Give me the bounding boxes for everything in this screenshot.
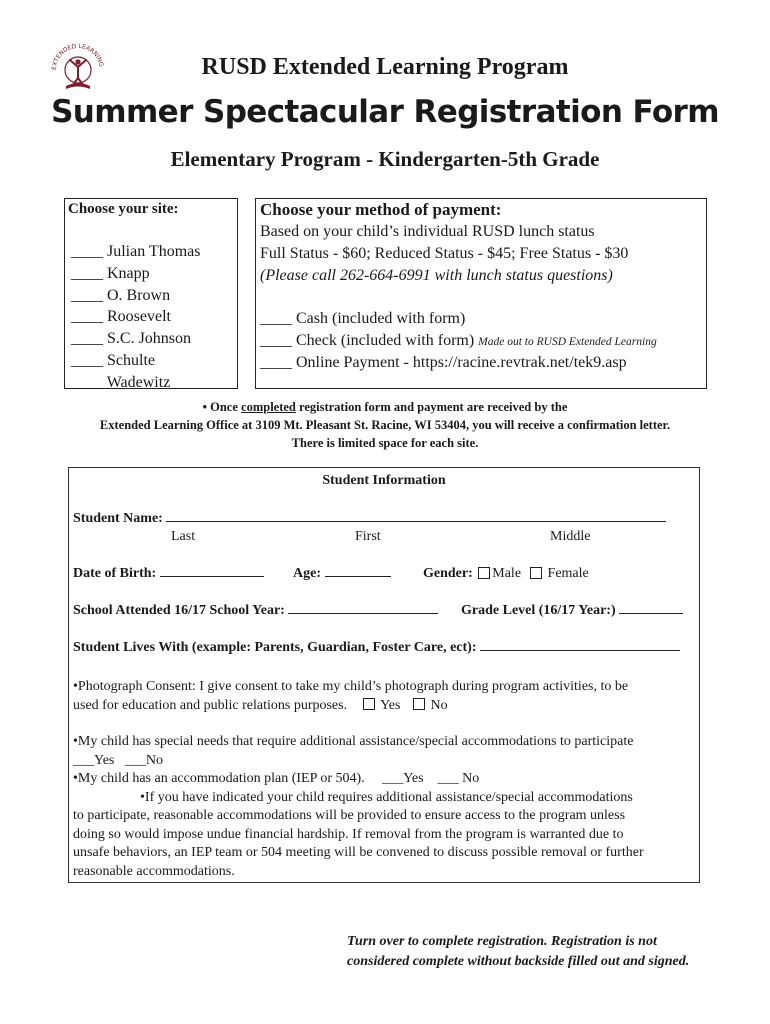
photo-yes-label: Yes [380, 697, 401, 713]
payment-phone-note: (Please call 262-664-6991 with lunch status questions) [260, 267, 613, 284]
age-label: Age: [293, 566, 321, 581]
payment-blank[interactable]: ____ [260, 310, 292, 327]
gender-label: Gender: [423, 566, 473, 581]
site-blank[interactable]: ____ [71, 243, 103, 260]
notice-post: registration form and payment are received by the [295, 400, 568, 414]
grade-label: Grade Level (16/17 Year:) [461, 603, 616, 618]
special-needs-options [73, 752, 693, 771]
notice-line-3: There is limited space for each site. [291, 436, 479, 450]
photo-no-checkbox[interactable] [413, 698, 425, 710]
student-name-field[interactable] [166, 520, 666, 522]
policy-line-5: reasonable accommodations. [73, 863, 235, 879]
policy-line-1: •If you have indicated your child requires additional assistance/special accommodations [140, 789, 633, 805]
lives-with-row [73, 640, 680, 656]
school-field[interactable] [288, 612, 438, 614]
payment-option-cash[interactable] [260, 310, 465, 328]
gender-male-checkbox[interactable] [478, 567, 490, 579]
site-blank[interactable]: ____ [71, 330, 103, 348]
special-needs [73, 733, 693, 881]
accommodation-yes[interactable]: ___Yes [382, 771, 424, 786]
payment-prices-line: Full Status - $60; Reduced Status - $45; Free Status - $30 [260, 245, 629, 262]
student-name-label: Student Name: [73, 511, 163, 526]
photo-consent-text: used for education and public relations purposes. [73, 697, 348, 713]
site-option-label: S.C. Johnson [107, 330, 192, 348]
payment-blank[interactable]: ____ [260, 332, 292, 349]
accommodation-plan [73, 770, 693, 789]
site-blank[interactable]: ____ [71, 351, 103, 369]
footer-line-1: Turn over to complete registration. Registration is not [347, 934, 657, 949]
gender-female-checkbox[interactable] [530, 567, 542, 579]
photo-consent [73, 678, 693, 715]
site-selection-box [64, 198, 238, 389]
accommodation-no[interactable]: ___ No [437, 771, 480, 786]
lives-with-field[interactable] [480, 649, 680, 651]
notice-line-2: Extended Learning Office at 3109 Mt. Pleasant St. Racine, WI 53404, you will receive a confirmation letter. [99, 418, 671, 432]
payment-option-online[interactable] [260, 354, 627, 372]
site-option-label: Knapp [107, 264, 150, 282]
payment-blank[interactable]: ____ [260, 354, 292, 371]
site-heading: Choose your site: [68, 201, 179, 217]
logo-arc-text: EXTENDED LEARNING [50, 42, 105, 71]
notice-emphasis: completed [241, 400, 296, 414]
policy-line-2: to participate, reasonable accommodations will be provided to ensure access to the program unless [73, 808, 626, 823]
site-option-label: Julian Thomas [107, 243, 201, 260]
photo-consent-line-2 [73, 697, 693, 716]
gender-row [423, 566, 589, 582]
photo-no-label: No [430, 697, 448, 713]
site-blank[interactable]: ____ [71, 264, 103, 282]
footer-note [347, 932, 689, 971]
payment-option-label: Online Payment - https://racine.revtrak.net/tek9.asp [296, 354, 627, 371]
dob-label: Date of Birth: [73, 566, 157, 581]
site-option[interactable] [71, 328, 200, 350]
student-information-box [68, 467, 700, 883]
program-title: RUSD Extended Learning Program [201, 54, 569, 80]
policy-line-3: doing so would impose undue financial hardship. If removal from the program is warranted due to [73, 826, 624, 842]
site-options-list [71, 241, 200, 394]
form-subtitle: Elementary Program - Kindergarten-5th Grade [170, 147, 600, 171]
student-section-title: Student Information [322, 473, 446, 488]
notice-pre: Once [207, 400, 242, 414]
dob-row [73, 566, 264, 582]
confirmation-notice [0, 398, 770, 452]
site-option-label: Schulte [107, 351, 155, 369]
age-row [293, 566, 391, 582]
site-blank[interactable]: ____ [71, 373, 103, 391]
special-needs-line: •My child has special needs that require additional assistance/special accommodations to participate [73, 734, 634, 749]
site-option[interactable] [71, 263, 200, 285]
dob-field[interactable] [160, 575, 264, 577]
site-option[interactable] [71, 306, 200, 328]
photo-consent-line-1: •Photograph Consent: I give consent to take my child’s photograph during program activities, to be [73, 679, 629, 694]
site-option[interactable] [71, 285, 200, 307]
photo-yes-checkbox[interactable] [363, 698, 375, 710]
name-part-middle: Middle [550, 529, 591, 544]
payment-info-line: Based on your child’s individual RUSD lunch status [260, 223, 595, 240]
site-option-label: Roosevelt [107, 308, 171, 326]
gender-female-label: Female [547, 566, 589, 581]
lives-with-label: Student Lives With (example: Parents, Guardian, Foster Care, ect): [73, 640, 477, 655]
form-title: Summer Spectacular Registration Form [51, 94, 719, 130]
name-part-last: Last [171, 529, 196, 544]
grade-row [461, 603, 683, 619]
payment-option-label: Check (included with form) [296, 332, 475, 349]
payment-option-label: Cash (included with form) [296, 310, 466, 327]
special-needs-no[interactable]: ___No [124, 752, 163, 768]
age-field[interactable] [325, 575, 391, 577]
site-option[interactable] [71, 350, 200, 372]
payment-heading: Choose your method of payment: [260, 200, 502, 219]
site-option-label: Wadewitz [106, 373, 171, 391]
site-option[interactable] [71, 241, 200, 263]
site-option[interactable] [71, 372, 200, 394]
school-label: School Attended 16/17 School Year: [73, 603, 285, 618]
site-blank[interactable]: ____ [71, 286, 103, 304]
site-option-label: O. Brown [107, 286, 171, 304]
footer-line-2: considered complete without backside filled out and signed. [347, 953, 690, 969]
student-name-row [73, 511, 666, 527]
name-part-first: First [355, 529, 381, 544]
gender-male-label: Male [492, 566, 522, 581]
special-needs-yes[interactable]: ___Yes [73, 752, 115, 768]
notice-bullet: • [202, 400, 207, 414]
policy-line-4: unsafe behaviors, an IEP team or 504 meeting will be convened to discuss possible removal or further [73, 845, 644, 860]
check-payee-note: Made out to RUSD Extended Learning [478, 336, 657, 348]
notice-line-1 [0, 398, 770, 416]
site-blank[interactable]: ____ [71, 308, 103, 326]
grade-field[interactable] [619, 612, 683, 614]
payment-method-box [255, 198, 707, 389]
accommodation-plan-text: •My child has an accommodation plan (IEP or 504). [73, 771, 365, 786]
school-row [73, 603, 438, 619]
payment-option-check[interactable] [260, 332, 657, 350]
